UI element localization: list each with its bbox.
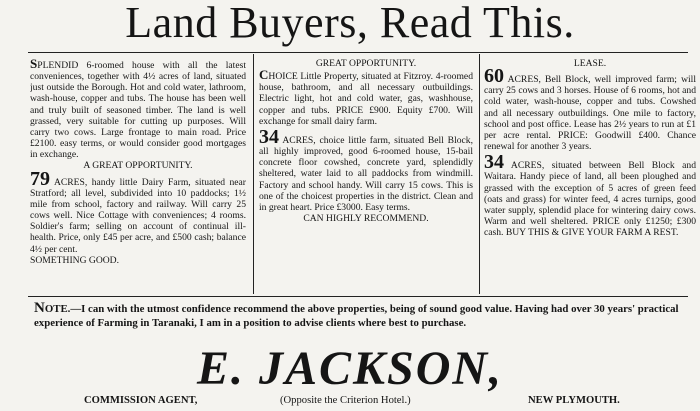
listing-text: ACRES, Bell Block, well improved farm; will carry 25 cows and 3 horses. House of 6 rooms, hot and cold water, wash-house, copper and tubs. Cowshed and all necessary outbuildings. One mile to factory, school and post office. Lease has 2½ years to run at £1 per acre rental. PRICE: Goodwill £400. Chance renewal for another 3 years. [484,74,696,153]
listing-column-1 [30,58,246,296]
bottom-rule [28,296,688,297]
drop-letter: N [34,300,45,316]
listing-text: PLENDID 6-roomed house with all the latest conveniences, together with 4½ acres of land, situated just outside the Borough. Hot and cold water, lathroom, wash-house, copper and tubs. The house has been well and truly built of seasoned timber. The land is well grassed, very suitable for cutting up purposes. Will carry two cows. Large frontage to main road. Price £2100. easy terms, or would consider good mortgages in exchange. [30,60,246,161]
section-heading: A GREAT OPPORTUNITY. [83,160,193,172]
section-heading: LEASE. [573,58,607,69]
drop-letter: S [30,58,38,71]
listing-house-borough [30,58,246,160]
agent-name: E. JACKSON, [196,342,504,395]
top-rule [28,52,688,53]
column-divider-left [253,54,254,294]
note-paragraph [34,301,684,330]
listing-lease-bell-block [484,65,696,153]
listing-text: ACRES, choice little farm, situated Bell Block, all highly improved, good 6-roomed house, 15-bail concrete floor cowshed, concrete yard, splendidly sheltered, water laid to all paddocks from windmill. Factory and school handy. Will carry 15 cows. This is one of the choicest properties in the district. Clean and in great heart. Price £3000. Easy terms. [259,134,473,213]
listing-bell-block-farm [259,125,473,213]
footer-commission-agent: COMMISSION AGENT, [84,395,198,406]
closing-line: CAN HIGHLY RECOMMEND. [303,213,429,225]
closing-line: SOMETHING GOOD. [30,254,120,266]
listing-text: ACRES, handy little Dairy Farm, situated near Stratford; all level, subdivided into 10 paddocks; 1½ mile from school, factory and railway. Will carry 25 cows well. Nice Cottage with conveniences; 4 rooms. Soldier's farm; selling on account of continual ill-health. Price, only £45 per acre, and £500 cash; balance 4½ per cent. [30,176,246,255]
footer-town: NEW PLYMOUTH. [528,395,620,406]
listing-column-3 [484,58,696,296]
column-divider-right [479,54,480,294]
note-text: OTE.—I can with the utmost confidence recommend the above properties, being of sound good value. Having had over 30 years' practical experience of Farming in Taranaki, I am in a position to advise clients where best to purchase. [34,303,679,329]
section-heading: GREAT OPPORTUNITY. [315,58,417,69]
acreage-number: 60 [484,65,504,88]
acreage-number: 79 [30,167,50,190]
footer-address: (Opposite the Criterion Hotel.) [280,395,411,406]
listing-fitzroy-property [259,69,473,127]
acreage-number: 34 [484,151,504,174]
drop-letter: C [259,67,269,83]
listing-text: HOICE Little Property, situated at Fitzroy. 4-roomed house, bathroom, and all necessary outbuildings. Electric light, hot and cold water, gas, washhouse, copper and tubs. PRICE £900. Equity £700. Will exchange for small dairy farm. [259,71,473,127]
acreage-number: 34 [259,125,279,148]
listing-bell-block-waitara [484,151,696,239]
listing-column-2 [259,58,473,296]
headline: Land Buyers, Read This. [125,0,575,47]
listing-text: ACRES, situated between Bell Block and Waitara. Handy piece of land, all been ploughed and grassed with the exception of 5 acres of green feed (oats and grass) for winter feed, 4 acres turnips, good water supply, splendid place for wintering dairy cows. Warm and well sheltered. PRICE only £1250; £300 cash. BUY THIS & GIVE YOUR FARM A REST. [484,160,696,239]
listing-dairy-farm-stratford [30,167,246,255]
